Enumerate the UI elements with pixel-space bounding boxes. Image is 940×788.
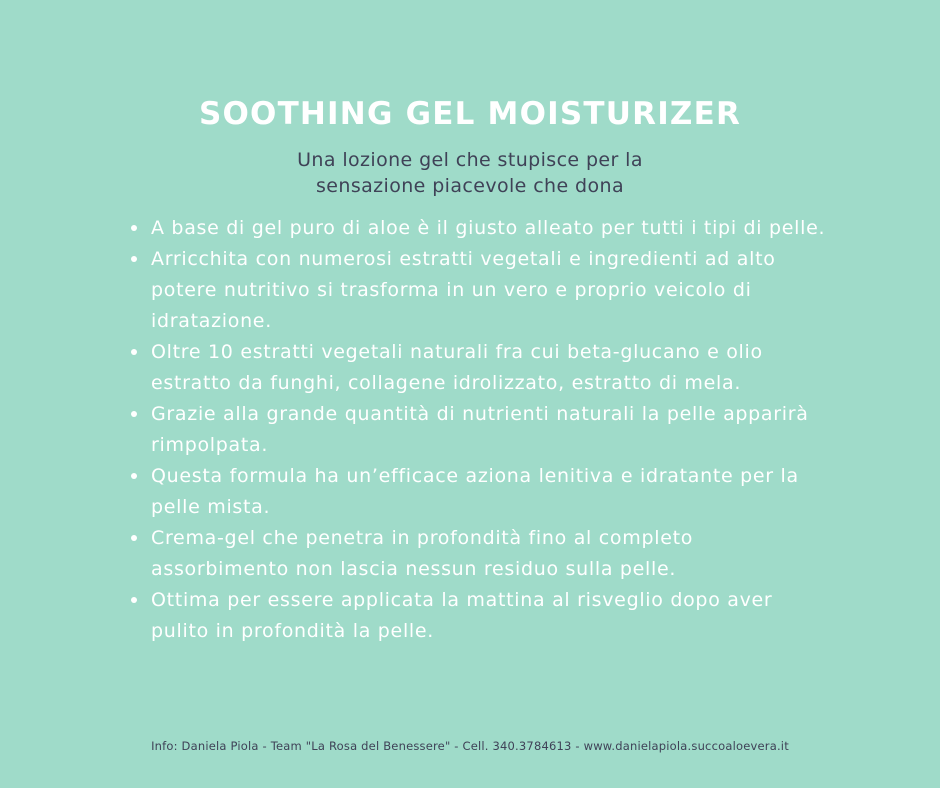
feature-item xyxy=(128,337,828,399)
feature-item xyxy=(128,399,828,461)
feature-text: Questa formula ha un’efficace aziona lenitiva e idratante per la pelle mista. xyxy=(151,465,799,518)
bullet-dot-icon xyxy=(131,535,137,541)
feature-item xyxy=(128,523,828,585)
bullet-dot-icon xyxy=(131,597,137,603)
feature-text: Grazie alla grande quantità di nutrienti naturali la pelle apparirà rimpolpata. xyxy=(151,403,809,456)
bullet-dot-icon xyxy=(131,256,137,262)
bullet-dot-icon xyxy=(131,225,137,231)
feature-text: Oltre 10 estratti vegetali naturali fra cui beta-glucano e olio estratto da funghi, collagene idrolizzato, estratto di mela. xyxy=(151,341,763,394)
feature-list xyxy=(128,213,828,647)
feature-item xyxy=(128,585,828,647)
product-title: SOOTHING GEL MOISTURIZER xyxy=(198,96,742,132)
feature-item xyxy=(128,213,828,244)
subtitle-line-1: Una lozione gel che stupisce per la xyxy=(297,149,643,171)
feature-text: Ottima per essere applicata la mattina al risveglio dopo aver pulito in profondità la pelle. xyxy=(151,589,773,642)
bullet-dot-icon xyxy=(131,411,137,417)
subtitle-line-2: sensazione piacevole che dona xyxy=(315,175,624,197)
bullet-dot-icon xyxy=(131,473,137,479)
bullet-dot-icon xyxy=(131,349,137,355)
feature-text: Arricchita con numerosi estratti vegetali e ingredienti ad alto potere nutritivo si trasforma in un vero e proprio veicolo di idratazione. xyxy=(151,248,776,332)
contact-footer: Info: Daniela Piola - Team "La Rosa del Benessere" - Cell. 340.3784613 - www.danielapiola.succoaloevera.it xyxy=(151,739,789,753)
product-subtitle xyxy=(0,147,940,199)
feature-item xyxy=(128,244,828,337)
feature-text: A base di gel puro di aloe è il giusto alleato per tutti i tipi di pelle. xyxy=(151,217,826,239)
feature-text: Crema-gel che penetra in profondità fino al completo assorbimento non lascia nessun residuo sulla pelle. xyxy=(151,527,694,580)
feature-item xyxy=(128,461,828,523)
